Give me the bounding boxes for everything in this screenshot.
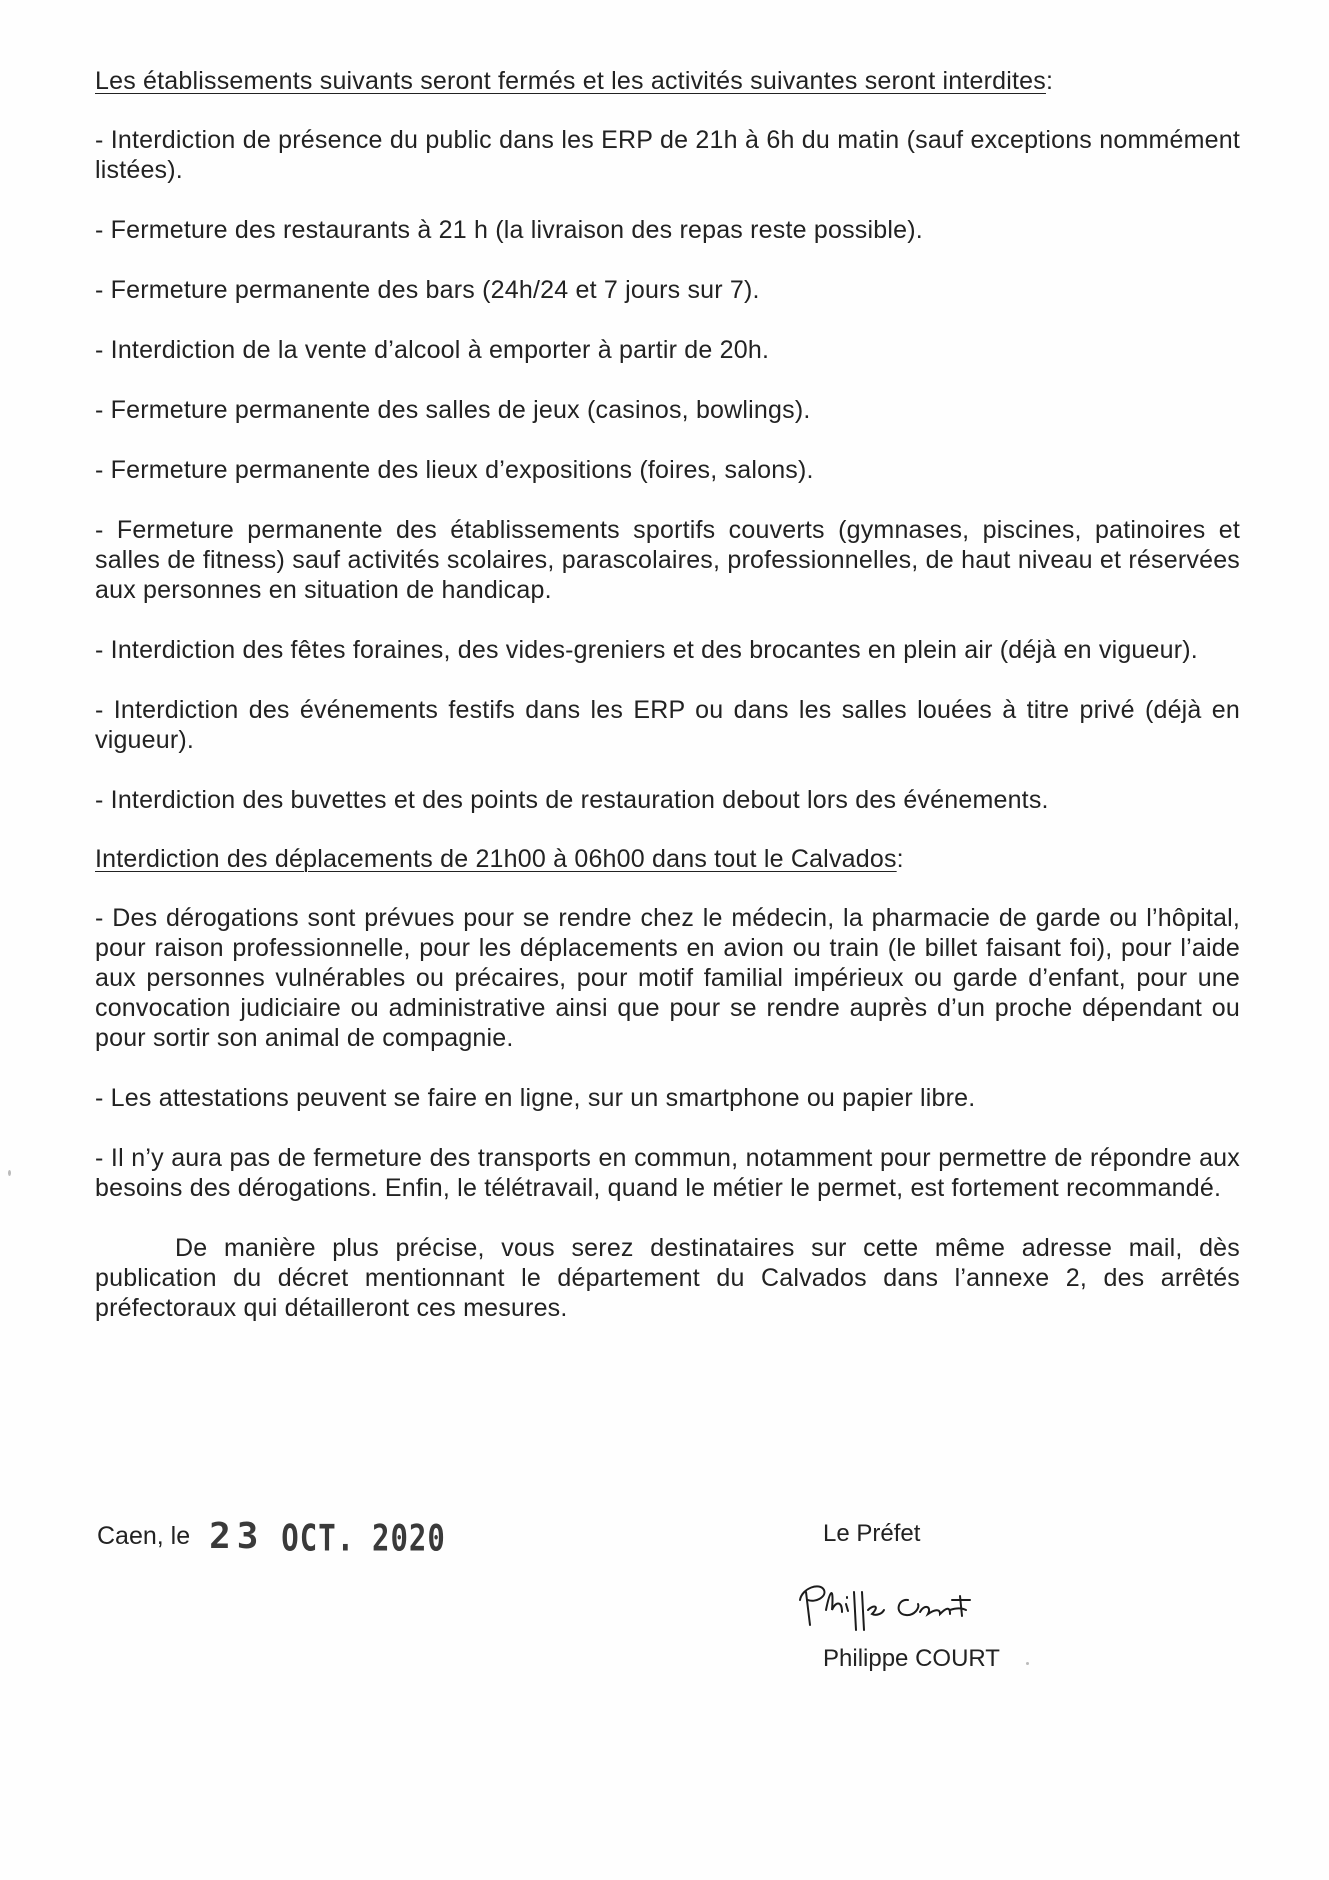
section-heading-closures (95, 66, 1240, 96)
date-stamp-year: 2020 (372, 1516, 446, 1560)
closure-item: - Interdiction des buvettes et des points de restauration debout lors des événements. (95, 786, 1049, 814)
paper-speck (1026, 1662, 1029, 1665)
date-stamp-day: 23 (209, 1516, 265, 1557)
date-stamp (209, 1516, 446, 1560)
curfew-item: - Des dérogations sont prévues pour se rendre chez le médecin, la pharmacie de garde ou l’hôpital, pour raison professionnelle, pour les déplacements en avion ou train (le billet faisant foi), pour l’aide aux personnes vulnérables ou précaires, pour motif familial impérieux ou garde d’enfant, pour une convocation judiciaire ou administrative ainsi que pour se rendre auprès d’un proche dépendant ou pour sortir son animal de compagnie. (95, 904, 1240, 1052)
closure-item: - Fermeture permanente des établissements sportifs couverts (gymnases, piscines, patinoires et salles de fitness) sauf activités scolaires, parascolaires, professionnelles, de haut niveau et réservées aux personnes en situation de handicap. (95, 516, 1240, 604)
date-line (97, 1516, 446, 1560)
section-heading-closures-text: Les établissements suivants seront fermés et les activités suivantes seront interdites (95, 67, 1046, 95)
heading-colon: : (896, 845, 904, 873)
place-label: Caen, le (97, 1522, 191, 1550)
closure-item: - Fermeture des restaurants à 21 h (la livraison des repas reste possible). (95, 216, 923, 244)
date-stamp-month: OCT. (281, 1516, 356, 1560)
section-heading-curfew (95, 844, 1240, 874)
handwritten-signature (790, 1570, 1020, 1640)
closure-item: - Fermeture permanente des lieux d’expositions (foires, salons). (95, 456, 814, 484)
document-body (95, 66, 1240, 1323)
closure-item: - Fermeture permanente des bars (24h/24 et 7 jours sur 7). (95, 276, 760, 304)
curfew-item: - Les attestations peuvent se faire en ligne, sur un smartphone ou papier libre. (95, 1084, 976, 1112)
paper-speck (8, 1170, 11, 1176)
closure-item: - Interdiction de présence du public dans les ERP de 21h à 6h du matin (sauf exceptions nommément listées). (95, 126, 1240, 184)
curfew-item: - Il n’y aura pas de fermeture des transports en commun, notamment pour permettre de répondre aux besoins des dérogations. Enfin, le télétravail, quand le métier le permet, est fortement recommandé. (95, 1144, 1240, 1202)
closure-item: - Interdiction des fêtes foraines, des vides-greniers et des brocantes en plein air (déjà en vigueur). (95, 636, 1198, 664)
section-heading-curfew-text: Interdiction des déplacements de 21h00 à 06h00 dans tout le Calvados (95, 845, 897, 873)
signatory-name: Philippe COURT (823, 1645, 1000, 1672)
closure-item: - Interdiction des événements festifs dans les ERP ou dans les salles louées à titre privé (déjà en vigueur). (95, 696, 1240, 754)
closing-paragraph: De manière plus précise, vous serez destinataires sur cette même adresse mail, dès publication du décret mentionnant le département du Calvados dans l’annexe 2, des arrêtés préfectoraux qui détailleront ces mesures. (95, 1234, 1240, 1322)
heading-colon: : (1045, 67, 1054, 95)
closure-item: - Interdiction de la vente d’alcool à emporter à partir de 20h. (95, 336, 770, 364)
closure-item: - Fermeture permanente des salles de jeux (casinos, bowlings). (95, 396, 811, 424)
signatory-title: Le Préfet (823, 1520, 921, 1547)
